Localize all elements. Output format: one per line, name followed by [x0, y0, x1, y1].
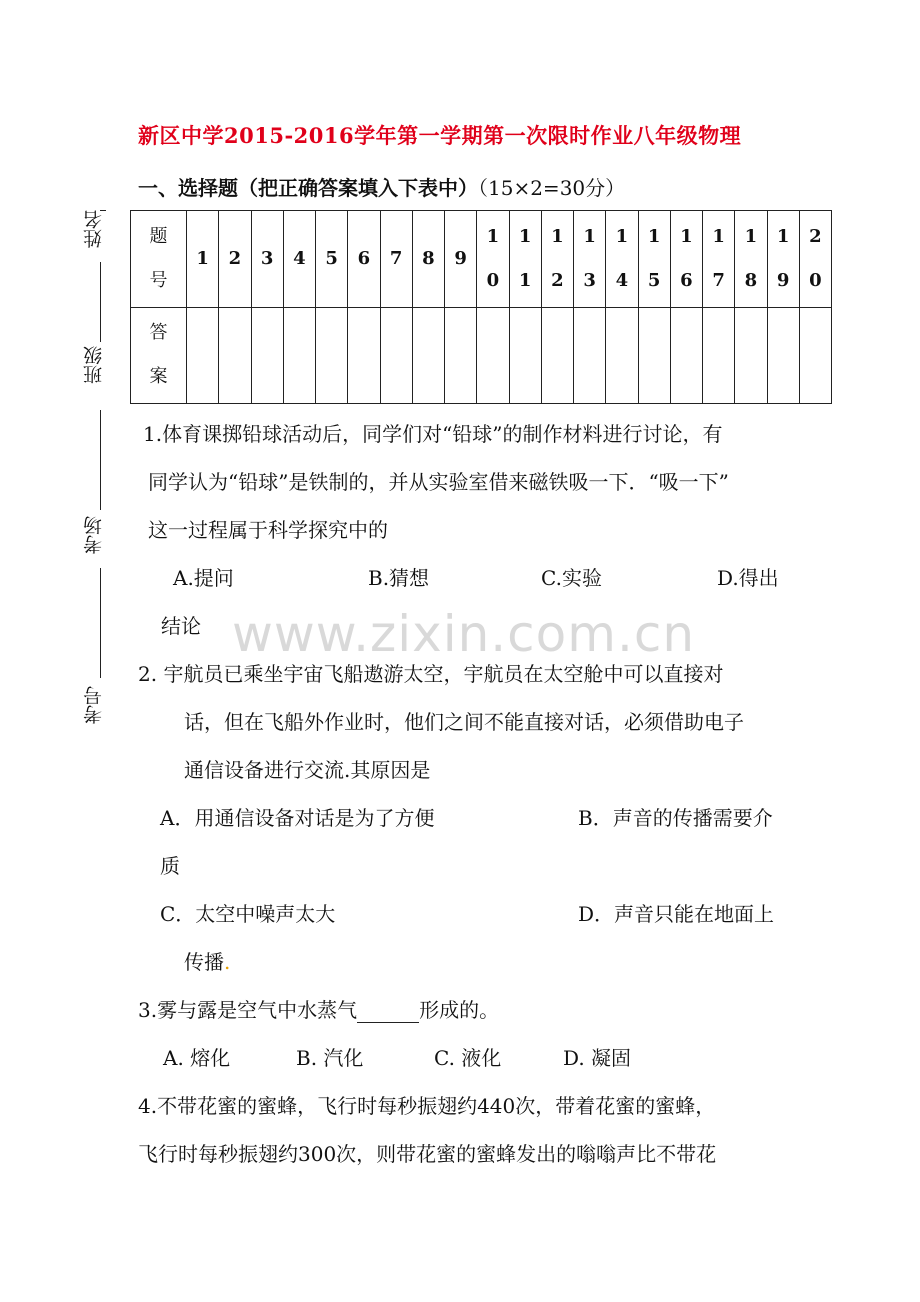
q1-line3: 这一过程属于科学探究中的 — [148, 518, 388, 542]
q2-option-b-cont: 质 — [160, 854, 180, 878]
row-header-number: 题 号 — [131, 211, 187, 308]
answer-cell[interactable] — [670, 307, 702, 404]
answer-table — [130, 210, 832, 404]
answer-cell[interactable] — [348, 307, 380, 404]
qnum-cell: 1 1 — [509, 211, 541, 308]
qnum-cell: 1 8 — [735, 211, 767, 308]
qnum-cell: 1 3 — [574, 211, 606, 308]
qnum-cell: 8 — [412, 211, 444, 308]
qnum-cell: 1 — [187, 211, 219, 308]
q2-line3: 通信设备进行交流.其原因是 — [184, 758, 431, 782]
q2-option-c: C．太空中噪声太大 — [160, 902, 336, 926]
qnum-cell: 3 — [251, 211, 283, 308]
q2-option-d: D．声音只能在地面上 — [578, 902, 775, 926]
answer-cell[interactable] — [638, 307, 670, 404]
name-blank-line — [100, 262, 101, 342]
answer-cell[interactable] — [412, 307, 444, 404]
answer-cell[interactable] — [283, 307, 315, 404]
answer-cell[interactable] — [187, 307, 219, 404]
q1-option-a: A.提问 — [173, 566, 234, 590]
qnum-cell: 1 6 — [670, 211, 702, 308]
section-heading-text: 一、选择题（把正确答案填入下表中） — [138, 176, 478, 200]
q2-option-b: B．声音的传播需要介 — [578, 806, 773, 830]
answer-cell[interactable] — [251, 307, 283, 404]
q3-option-d: D. 凝固 — [563, 1046, 632, 1070]
answer-cell[interactable] — [219, 307, 251, 404]
answer-cell[interactable] — [574, 307, 606, 404]
q3-prefix: 3.雾与露是空气中水蒸气 — [138, 998, 358, 1022]
q1-option-d-cont: 结论 — [161, 614, 201, 638]
answer-cell[interactable] — [509, 307, 541, 404]
qnum-cell: 6 — [348, 211, 380, 308]
side-label-class: 班级 — [83, 346, 105, 384]
qnum-cell: 1 0 — [477, 211, 509, 308]
section-heading — [138, 172, 625, 201]
answer-cell[interactable] — [380, 307, 412, 404]
q1-line2: 同学认为“铅球”是铁制的，并从实验室借来磁铁吸一下．“吸一下” — [148, 470, 729, 494]
q2-option-a: A．用通信设备对话是为了方便 — [160, 806, 435, 830]
question-number-row — [131, 211, 832, 308]
row-header-answer: 答 案 — [131, 307, 187, 404]
q2-option-d-cont: 传播. — [184, 950, 231, 974]
qnum-cell: 1 5 — [638, 211, 670, 308]
q3-option-a: A. 熔化 — [163, 1046, 231, 1070]
qnum-cell: 1 7 — [703, 211, 735, 308]
q3-blank[interactable] — [357, 1004, 419, 1023]
q2-line2: 话，但在飞船外作业时，他们之间不能直接对话，必须借助电子 — [184, 710, 744, 734]
section-score: （15×2=30分） — [478, 176, 626, 200]
answer-cell[interactable] — [735, 307, 767, 404]
side-label-number: 考号 — [83, 686, 105, 724]
q2-line1: 2. 宇航员已乘坐宇宙飞船遨游太空，宇航员在太空舱中可以直接对 — [138, 662, 724, 686]
answer-cell[interactable] — [767, 307, 799, 404]
class-blank-line — [100, 410, 101, 510]
name-blank-tick — [100, 210, 106, 211]
answer-cell[interactable] — [445, 307, 477, 404]
answer-cell[interactable] — [799, 307, 831, 404]
q3-option-c: C. 液化 — [434, 1046, 502, 1070]
q1-option-c: C.实验 — [541, 566, 602, 590]
q1-line1: 1.体育课掷铅球活动后，同学们对“铅球”的制作材料进行讨论，有 — [143, 422, 723, 446]
answer-cell[interactable] — [703, 307, 735, 404]
document-title: 新区中学2015-2016学年第一学期第一次限时作业八年级物理 — [138, 123, 742, 148]
q4-line1: 4.不带花蜜的蜜蜂，飞行时每秒振翅约440次，带着花蜜的蜜蜂， — [138, 1094, 716, 1118]
qnum-cell: 7 — [380, 211, 412, 308]
side-label-room: 考场 — [83, 516, 105, 554]
qnum-cell: 9 — [445, 211, 477, 308]
q3-suffix: 形成的。 — [419, 998, 500, 1022]
q3-stem — [138, 994, 499, 1023]
q1-option-b: B.猜想 — [368, 566, 430, 590]
qnum-cell: 1 4 — [606, 211, 638, 308]
answer-cell[interactable] — [541, 307, 573, 404]
q4-line2: 飞行时每秒振翅约300次，则带花蜜的蜜蜂发出的嗡嗡声比不带花 — [138, 1142, 717, 1166]
q3-option-b: B. 汽化 — [296, 1046, 364, 1070]
qnum-cell: 1 9 — [767, 211, 799, 308]
q1-option-d: D.得出 — [717, 566, 779, 590]
qnum-cell: 1 2 — [541, 211, 573, 308]
watermark: www.zixin.com.cn — [232, 605, 696, 663]
side-label-name: 姓名 — [83, 210, 105, 248]
qnum-cell: 5 — [316, 211, 348, 308]
room-blank-line — [100, 568, 101, 678]
answer-row — [131, 307, 832, 404]
answer-cell[interactable] — [316, 307, 348, 404]
qnum-cell: 2 — [219, 211, 251, 308]
qnum-cell: 2 0 — [799, 211, 831, 308]
answer-cell[interactable] — [606, 307, 638, 404]
answer-cell[interactable] — [477, 307, 509, 404]
qnum-cell: 4 — [283, 211, 315, 308]
